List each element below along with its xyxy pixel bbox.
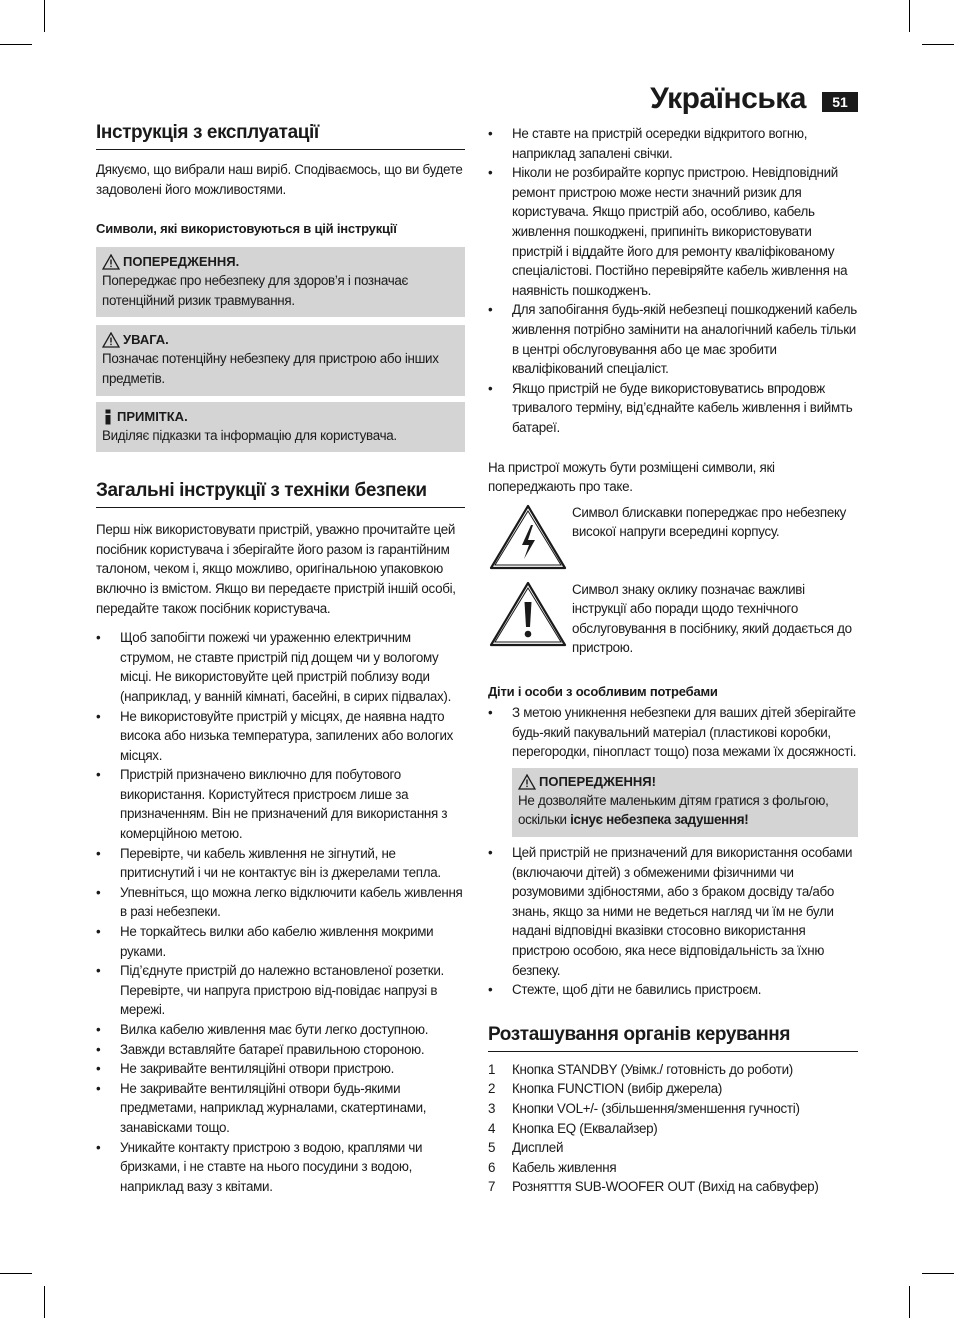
- section-title-controls: Розташування органів керування: [488, 1024, 858, 1052]
- list-item: • З метою уникнення небезпеки для ваших дітей зберігайте будь-який пакувальний матеріал (пластикові коробки, перегородки, пінопласт тощо) поза межами їх досяжності.: [488, 703, 858, 762]
- children-bullet-list: [488, 703, 858, 762]
- crop-mark: [922, 44, 954, 45]
- list-item: • Якщо пристрій не буде використовуватись впродовж тривалого терміну, від’єднайте кабель живлення і виймть батареї.: [488, 379, 858, 438]
- caution-note: [96, 325, 465, 395]
- crop-mark: [44, 1286, 45, 1318]
- note-title: ПОПЕРЕДЖЕННЯ.: [123, 254, 240, 270]
- list-item: • Перевірте, чи кабель живлення не зігнутий, не притиснутий і чи не контактує він із джерелами тепла.: [96, 844, 465, 883]
- page-language-title: Українська: [650, 82, 806, 115]
- crop-mark: [0, 44, 32, 45]
- list-item: 6 Кабель живлення: [488, 1159, 617, 1175]
- crop-mark: [44, 0, 45, 32]
- list-item: • Пристрій призначено виключно для побутового використання. Користуйтеся пристроєм лише за призначенням. Він не призначений для використання з комерційною метою.: [96, 765, 465, 843]
- list-item: 5 Дисплей: [488, 1140, 564, 1156]
- symbols-intro-paragraph: На пристрої можуть бути розміщені символи, які попереджають про таке.: [488, 459, 775, 495]
- note-text-bold: існує небезпека задушення!: [570, 812, 749, 828]
- warning-triangle-icon: [518, 774, 536, 790]
- note-text: Виділяє підказки та інформацію для користувача.: [102, 427, 397, 443]
- list-item: • Під’єднуте пристрій до належно встановленої розетки. Перевірте, чи напруга пристрою від-повідає напрузі в мережі.: [96, 961, 465, 1020]
- page-number: 51: [822, 92, 858, 112]
- note-text: Позначає потенційну небезпеку для пристрою або інших предметів.: [102, 351, 439, 386]
- note-title: ПОПЕРЕДЖЕННЯ!: [539, 773, 656, 789]
- children-warning-note: [512, 768, 858, 837]
- list-item: 3 Кнопки VOL+/- (збільшення/зменшення гучності): [488, 1100, 800, 1116]
- list-item: • Завжди вставляйте батареї правильною стороною.: [96, 1040, 465, 1060]
- symbol-description: Символ знаку оклику позначає важливі інструкції або поради щодо технічного обслуговування в посібнику, який додається до пристрою.: [572, 581, 852, 656]
- safety-bullet-list-continued: [488, 124, 858, 438]
- list-item: • Ніколи не розбирайте корпус пристрою. Невідповідний ремонт пристрою може нести значний ризик для користувача. Якщо пристрій або, особливо, кабель живлення пошкоджені, припиніть використовувати пристрій і віддайте його для ремонту кваліфікованому спеціалістові. Постійно перевіряйте кабель живлення на наявність пошкодженъ.: [488, 163, 858, 300]
- list-item: 1 Кнопка STANDBY (Увімк./ готовність до роботи): [488, 1061, 793, 1077]
- warning-triangle-icon: [102, 332, 120, 348]
- section-title-safety: Загальні інструкції з техніки безпеки: [96, 480, 465, 508]
- exclamation-warning-icon: [488, 580, 568, 648]
- crop-mark: [0, 1273, 32, 1274]
- list-item: • Упевніться, що можна легко відключити кабель живлення в разі небезпеки.: [96, 883, 465, 922]
- note-title: УВАГА.: [123, 332, 169, 348]
- children-bullet-list-2: [488, 843, 858, 1000]
- list-item: 2 Кнопка FUNCTION (вибір джерела): [488, 1081, 723, 1097]
- list-item: • Цей пристрій не призначений для використання особами (включаючи дітей) з обмеженими фізичними чи розумовими здібностями, або з браком досвіду та/або знань, якщо за ними не ведеться нагляд чи їм не були надані відповідні вказівки стосовно використання пристрою особою, яка несе відповідальність за їхню безпеку.: [488, 843, 858, 980]
- safety-intro-paragraph: Перш ніж використовувати пристрій, уважно прочитайте цей посібник користувача і зберігайте його разом із гарантійним талоном, чеком і, якщо можливо, оригінальною упаковкою включно із вмістом. Якщо ви передаєте пристрій іншій особі, передайте також посібник користувача.: [96, 522, 456, 616]
- children-heading: Діти і особи з особливим потребами: [488, 684, 718, 700]
- warning-note: [96, 247, 465, 317]
- section-title-instructions: Інструкція з експлуатації: [96, 122, 465, 150]
- safety-bullet-list: [96, 628, 465, 1196]
- list-item: • Вилка кабелю живлення має бути легко доступною.: [96, 1020, 465, 1040]
- warning-triangle-icon: [102, 254, 120, 270]
- left-column: [96, 122, 465, 1196]
- crop-mark: [922, 1273, 954, 1274]
- list-item: • Щоб запобігти пожежі чи ураженню електричним струмом, не ставте пристрій під дощем чи у вологому місці. Не використовуйте цей пристрій поблизу води (наприклад, у ванній кімнаті, басейні, в сирих підвалах).: [96, 628, 465, 706]
- list-item: • Не закривайте вентиляційні отвори пристрою.: [96, 1059, 465, 1079]
- list-item: • Не закривайте вентиляційні отвори будь-якими предметами, наприклад журналами, скатертинами, занавісками тощо.: [96, 1079, 465, 1138]
- list-item: • Стежте, щоб діти не бавились пристроєм.: [488, 980, 858, 1000]
- note-text: Не дозволяйте маленьким дітям гратися з фольгою, оскільки: [518, 792, 829, 828]
- info-icon: [102, 409, 114, 425]
- intro-paragraph: Дякуємо, що вибрали наш виріб. Сподіваємось, що ви будете задоволені його можливостями.: [96, 162, 463, 197]
- crop-mark: [909, 0, 910, 32]
- list-item: • Для запобігання будь-якій небезпеці пошкоджений кабель живлення потрібно замінити на аналогічний кабель тільки в центрі обслуговування або це має зробити кваліфікований спеціаліст.: [488, 300, 858, 378]
- right-column: [488, 124, 858, 1197]
- symbols-heading: Символи, які використовуються в цій інструкції: [96, 221, 397, 237]
- list-item: • Не ставте на пристрій осередки відкритого вогню, наприклад запалені свічки.: [488, 124, 858, 163]
- list-item: 7 Рознятття SUB-WOOFER OUT (Вихід на сабвуфер): [488, 1179, 819, 1195]
- symbol-row-exclamation: [488, 580, 858, 658]
- crop-mark: [909, 1286, 910, 1318]
- info-note: [96, 402, 465, 453]
- list-item: • Уникайте контакту пристрою з водою, краплями чи бризками, і не ставте на нього посудини з водою, наприклад вазу з квітами.: [96, 1138, 465, 1197]
- list-item: 4 Кнопка EQ (Еквалайзер): [488, 1120, 658, 1136]
- controls-list: [488, 1060, 858, 1197]
- symbol-row-lightning: [488, 503, 858, 576]
- lightning-warning-icon: [488, 503, 568, 571]
- symbol-description: Символ блискавки попереджає про небезпеку високої напруги всередині корпусу.: [572, 504, 847, 540]
- note-text: Попереджає про небезпеку для здоров’я і позначає потенційний ризик травмування.: [102, 273, 409, 308]
- list-item: • Не використовуйте пристрій у місцях, де наявна надто висока або низька температура, запилених або вологих місцях.: [96, 707, 465, 766]
- list-item: • Не торкайтесь вилки або кабелю живлення мокрими руками.: [96, 922, 465, 961]
- note-title: ПРИМІТКА.: [117, 408, 188, 424]
